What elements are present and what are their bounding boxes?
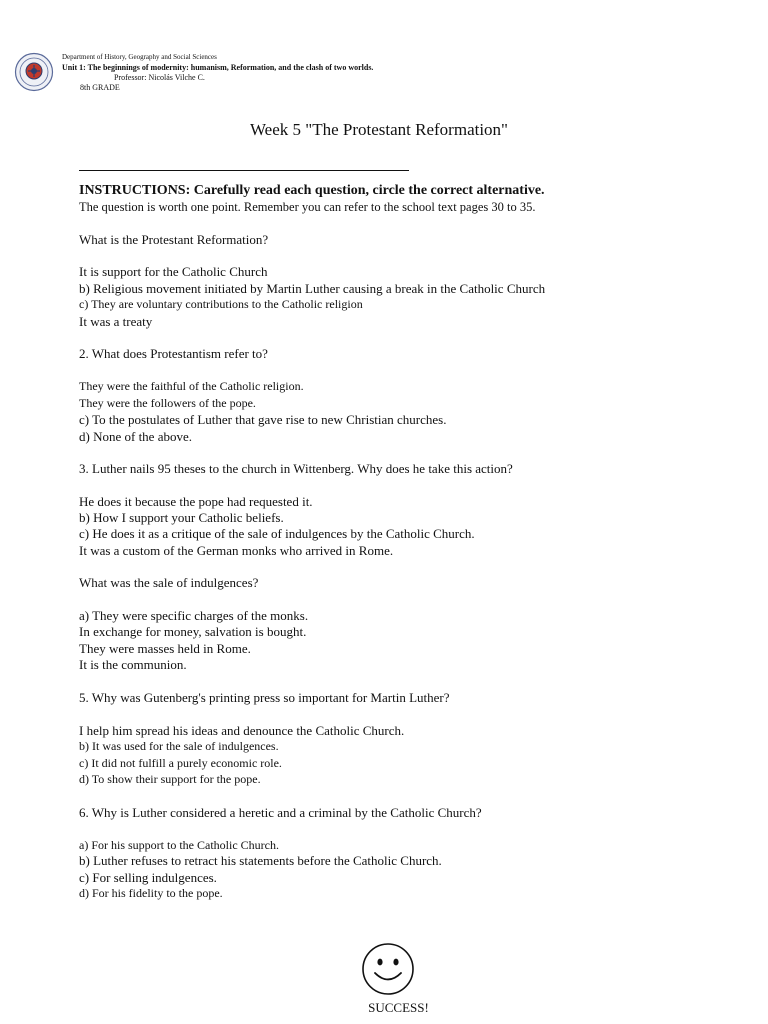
question-2: 2. What does Protestantism refer to?	[79, 346, 268, 361]
question-3-option-c[interactable]: c) He does it as a critique of the sale of indulgences by the Catholic Church.	[79, 526, 475, 541]
question-3-option-a[interactable]: He does it because the pope had requested it.	[79, 494, 313, 509]
question-1: What is the Protestant Reformation?	[79, 232, 269, 247]
question-6-option-c[interactable]: c) For selling indulgences.	[79, 870, 217, 885]
question-3: 3. Luther nails 95 theses to the church in Wittenberg. Why does he take this action?	[79, 461, 513, 476]
school-crest-icon	[14, 52, 54, 92]
question-1-option-c[interactable]: c) They are voluntary contributions to the Catholic religion	[79, 297, 363, 311]
question-6: 6. Why is Luther considered a heretic and a criminal by the Catholic Church?	[79, 805, 482, 820]
question-4-option-c[interactable]: They were masses held in Rome.	[79, 641, 251, 656]
department-name: Department of History, Geography and Social Sciences	[62, 53, 217, 61]
question-1-option-d[interactable]: It was a treaty	[79, 314, 153, 329]
smiley-face-icon	[361, 942, 415, 996]
question-6-option-a[interactable]: a) For his support to the Catholic Church.	[79, 838, 279, 852]
instructions-text: The question is worth one point. Remember you can refer to the school text pages 30 to 35.	[79, 200, 536, 214]
name-line	[79, 170, 409, 171]
question-5-option-c[interactable]: c) It did not fulfill a purely economic role.	[79, 756, 282, 770]
professor-name: Professor: Nicolás Vilche C.	[114, 73, 205, 82]
instructions-heading: INSTRUCTIONS: Carefully read each question, circle the correct alternative.	[79, 183, 545, 198]
question-4: What was the sale of indulgences?	[79, 575, 259, 590]
question-4-option-d[interactable]: It is the communion.	[79, 657, 187, 672]
unit-title: Unit 1: The beginnings of modernity: humanism, Reformation, and the clash of two worlds.	[62, 63, 374, 72]
grade-label: 8th GRADE	[80, 83, 120, 92]
question-3-option-b[interactable]: b) How I support your Catholic beliefs.	[79, 510, 284, 525]
page-title: Week 5 "The Protestant Reformation"	[250, 120, 508, 139]
question-3-option-d[interactable]: It was a custom of the German monks who arrived in Rome.	[79, 543, 394, 558]
question-5-option-a[interactable]: I help him spread his ideas and denounce the Catholic Church.	[79, 723, 405, 738]
question-5: 5. Why was Gutenberg's printing press so important for Martin Luther?	[79, 690, 450, 705]
question-5-option-b[interactable]: b) It was used for the sale of indulgences.	[79, 739, 279, 753]
question-6-option-d[interactable]: d) For his fidelity to the pope.	[79, 886, 223, 900]
question-6-option-b[interactable]: b) Luther refuses to retract his statements before the Catholic Church.	[79, 853, 442, 868]
question-2-option-b[interactable]: They were the followers of the pope.	[79, 396, 256, 410]
question-5-option-d[interactable]: d) To show their support for the pope.	[79, 772, 261, 786]
question-1-option-b[interactable]: b) Religious movement initiated by Martin Luther causing a break in the Catholic Church	[79, 281, 546, 296]
success-message: SUCCESS!	[368, 1000, 429, 1015]
question-1-option-a[interactable]: It is support for the Catholic Church	[79, 264, 268, 279]
question-4-option-b[interactable]: In exchange for money, salvation is bought.	[79, 624, 307, 639]
question-2-option-d[interactable]: d) None of the above.	[79, 429, 192, 444]
question-2-option-c[interactable]: c) To the postulates of Luther that gave rise to new Christian churches.	[79, 412, 447, 427]
question-2-option-a[interactable]: They were the faithful of the Catholic religion.	[79, 379, 304, 393]
question-4-option-a[interactable]: a) They were specific charges of the monks.	[79, 608, 309, 623]
